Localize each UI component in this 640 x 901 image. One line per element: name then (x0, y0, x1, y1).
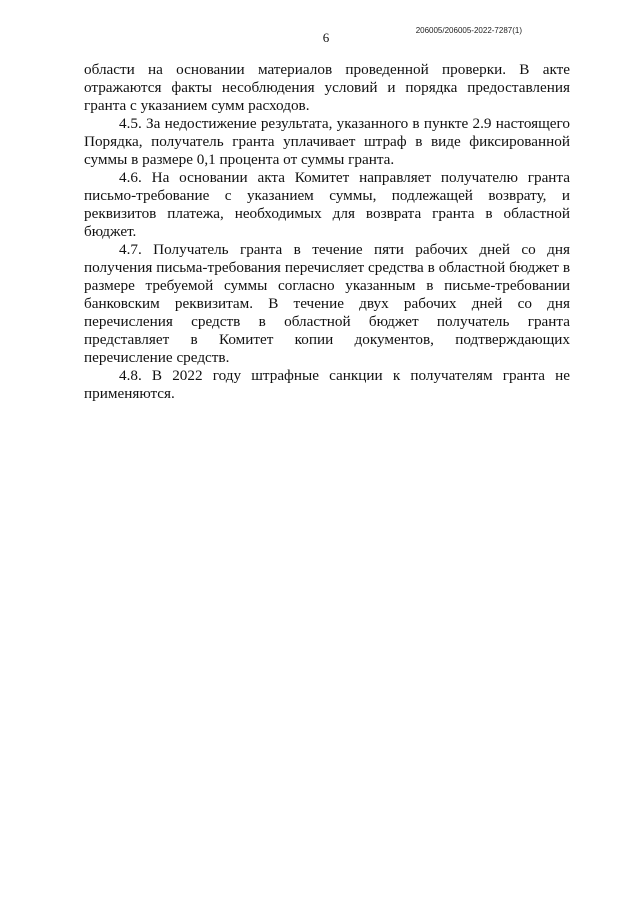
paragraph-4-7: 4.7. Получатель гранта в течение пяти рабочих дней со дня получения письма-требования перечисляет средства в областной бюджет в размере требуемой суммы согласно указанным в письме-требовании банковским реквизитам. В течение двух рабочих дней со дня перечисления средств в областной бюджет получатель гранта представляет в Комитет копии документов, подтверждающих перечисление средств. (84, 241, 570, 366)
paragraph-4-5: 4.5. За недостижение результата, указанного в пункте 2.9 настоящего Порядка, получатель гранта уплачивает штраф в виде фиксированной суммы в размере 0,1 процента от суммы гранта. (84, 115, 570, 168)
paragraph-continuation: области на основании материалов проведенной проверки. В акте отражаются факты несоблюдения условий и порядка предоставления гранта с указанием сумм расходов. (84, 61, 570, 114)
document-id: 206005/206005-2022-7287(1) (415, 26, 522, 35)
paragraph-4-8: 4.8. В 2022 году штрафные санкции к получателям гранта не применяются. (84, 367, 570, 402)
page-number: 6 (322, 30, 330, 45)
paragraph-4-6: 4.6. На основании акта Комитет направляет получателю гранта письмо-требование с указанием суммы, подлежащей возврату, и реквизитов платежа, необходимых для возврата гранта в областной бюджет. (84, 169, 570, 240)
document-body (84, 61, 570, 403)
